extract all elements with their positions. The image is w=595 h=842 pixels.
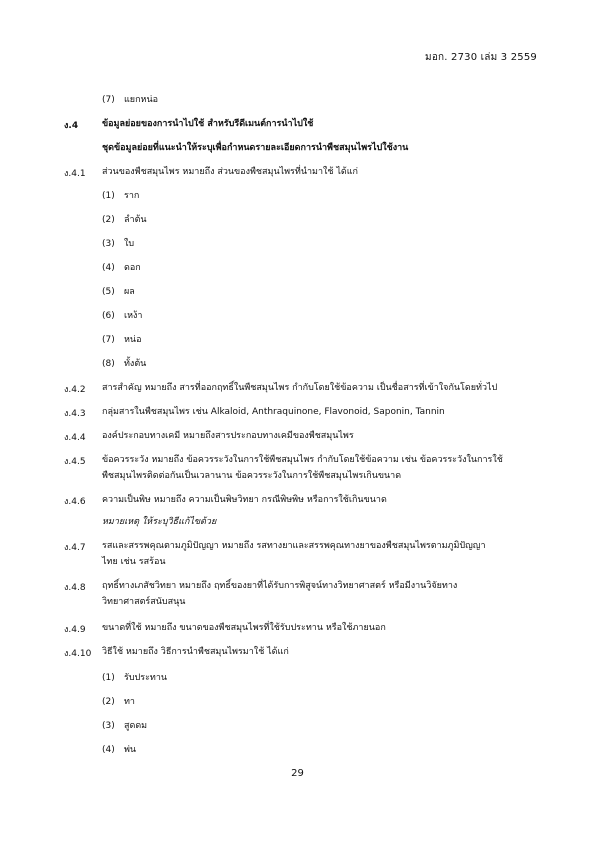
section-title: ข้อมูลย่อยของการนำไปใช้ สำหรับรีดีเมนต์การนำไปใช้	[102, 119, 314, 129]
item-number: (5)	[102, 287, 115, 297]
list-item	[102, 286, 135, 298]
item-text: ราก	[124, 191, 140, 201]
entry-code: ง.4.4	[64, 433, 86, 443]
list-item	[102, 310, 142, 322]
entry-code: ง.4.7	[64, 543, 86, 553]
item-text: ผล	[124, 287, 135, 297]
entry-text-line-2: พืชสมุนไพรติดต่อกันเป็นเวลานาน ข้อควรระวังในการใช้พืชสมุนไพรเกินขนาด	[102, 471, 402, 481]
entry-code: ง.4.8	[64, 583, 86, 593]
entry-text: กลุ่มสารในพืชสมุนไพร เช่น Alkaloid, Anthraquinone, Flavonoid, Saponin, Tannin	[102, 407, 445, 417]
entry-code: ง.4.5	[64, 457, 86, 467]
item-text: รับประทาน	[124, 673, 168, 683]
list-item	[102, 238, 134, 250]
entry-text-line-1: ฤทธิ์ทางเภสัชวิทยา หมายถึง ฤทธิ์ของยาที่ได้รับการพิสูจน์ทางวิทยาศาสตร์ หรือมีงานวิจัยทาง	[102, 581, 458, 591]
item-number: (1)	[102, 673, 115, 683]
section-intro: ชุดข้อมูลย่อยที่แนะนำให้ระบุเพื่อกำหนดรายละเอียดการนำพืชสมุนไพรไปใช้งาน	[102, 143, 409, 153]
entry-text: วิธีใช้ หมายถึง วิธีการนำพืชสมุนไพรมาใช้ ได้แก่	[102, 647, 289, 657]
entry-code: ง.4.2	[64, 385, 86, 395]
item-number: (6)	[102, 311, 115, 321]
entry-text: ความเป็นพิษ หมายถึง ความเป็นพิษวิทยา กรณีพิษพิษ หรือการใช้เกินขนาด	[102, 495, 387, 505]
entry-code: ง.4.10	[64, 649, 92, 659]
item-text: ทั้งต้น	[124, 359, 147, 369]
item-number: (2)	[102, 215, 115, 225]
item-text: สูดดม	[124, 721, 148, 731]
list-item	[102, 744, 136, 756]
item-number: (4)	[102, 263, 115, 273]
entry-code: ง.4.6	[64, 497, 86, 507]
item-text: แยกหน่อ	[124, 95, 159, 105]
item-text: ทา	[124, 697, 135, 707]
list-item	[102, 672, 167, 684]
entry-text: องค์ประกอบทางเคมี หมายถึงสารประกอบทางเคมีของพืชสมุนไพร	[102, 431, 354, 441]
list-item	[102, 214, 147, 226]
item-text: พ่น	[124, 745, 137, 755]
entry-text-line-2: ไทย เช่น รสร้อน	[102, 557, 166, 567]
list-item	[102, 190, 139, 202]
entry-code: ง.4.3	[64, 409, 86, 419]
section-code: ง.4	[64, 121, 79, 131]
entry-text-line-1: ข้อควรระวัง หมายถึง ข้อควรระวังในการใช้พืชสมุนไพร กำกับโดยใช้ข้อความ เช่น ข้อควรระวังในการใช้	[102, 455, 503, 465]
item-text: ดอก	[124, 263, 141, 273]
entry-code: ง.4.9	[64, 625, 86, 635]
entry-text: ขนาดที่ใช้ หมายถึง ขนาดของพืชสมุนไพรที่ใช้รับประทาน หรือใช้ภายนอก	[102, 623, 386, 633]
entry-text-line-2: วิทยาศาสตร์สนับสนุน	[102, 597, 186, 607]
item-number: (3)	[102, 239, 115, 249]
item-number: (1)	[102, 191, 115, 201]
item-text: เหง้า	[124, 311, 143, 321]
page-number: 29	[291, 768, 304, 779]
list-item	[102, 720, 147, 732]
entry-code: ง.4.1	[64, 169, 86, 179]
entry-note: หมายเหตุ ให้ระบุวิธีแก้ไขด้วย	[102, 517, 217, 527]
list-item	[102, 358, 146, 370]
entry-text: ส่วนของพืชสมุนไพร หมายถึง ส่วนของพืชสมุนไพรที่นำมาใช้ ได้แก่	[102, 167, 358, 177]
item-text: หน่อ	[124, 335, 142, 345]
item-number: (4)	[102, 745, 115, 755]
item-text: ใบ	[124, 239, 135, 249]
entry-text-line-1: รสและสรรพคุณตามภูมิปัญญา หมายถึง รสทางยาและสรรพคุณทางยาของพืชสมุนไพรตามภูมิปัญญา	[102, 541, 486, 551]
item-number: (8)	[102, 359, 115, 369]
document-header: มอก. 2730 เล่ม 3 2559	[425, 52, 537, 63]
list-item	[102, 696, 135, 708]
list-item	[102, 262, 141, 274]
entry-text: สารสำคัญ หมายถึง สารที่ออกฤทธิ์ในพืชสมุนไพร กำกับโดยใช้ข้อความ เป็นชื่อสารที่เข้าใจกันโดยทั่วไป	[102, 383, 498, 393]
list-item	[102, 94, 158, 106]
item-number: (3)	[102, 721, 115, 731]
list-item	[102, 334, 142, 346]
item-number: (7)	[102, 335, 115, 345]
item-number: (7)	[102, 95, 115, 105]
item-number: (2)	[102, 697, 115, 707]
item-text: ลำต้น	[124, 215, 147, 225]
